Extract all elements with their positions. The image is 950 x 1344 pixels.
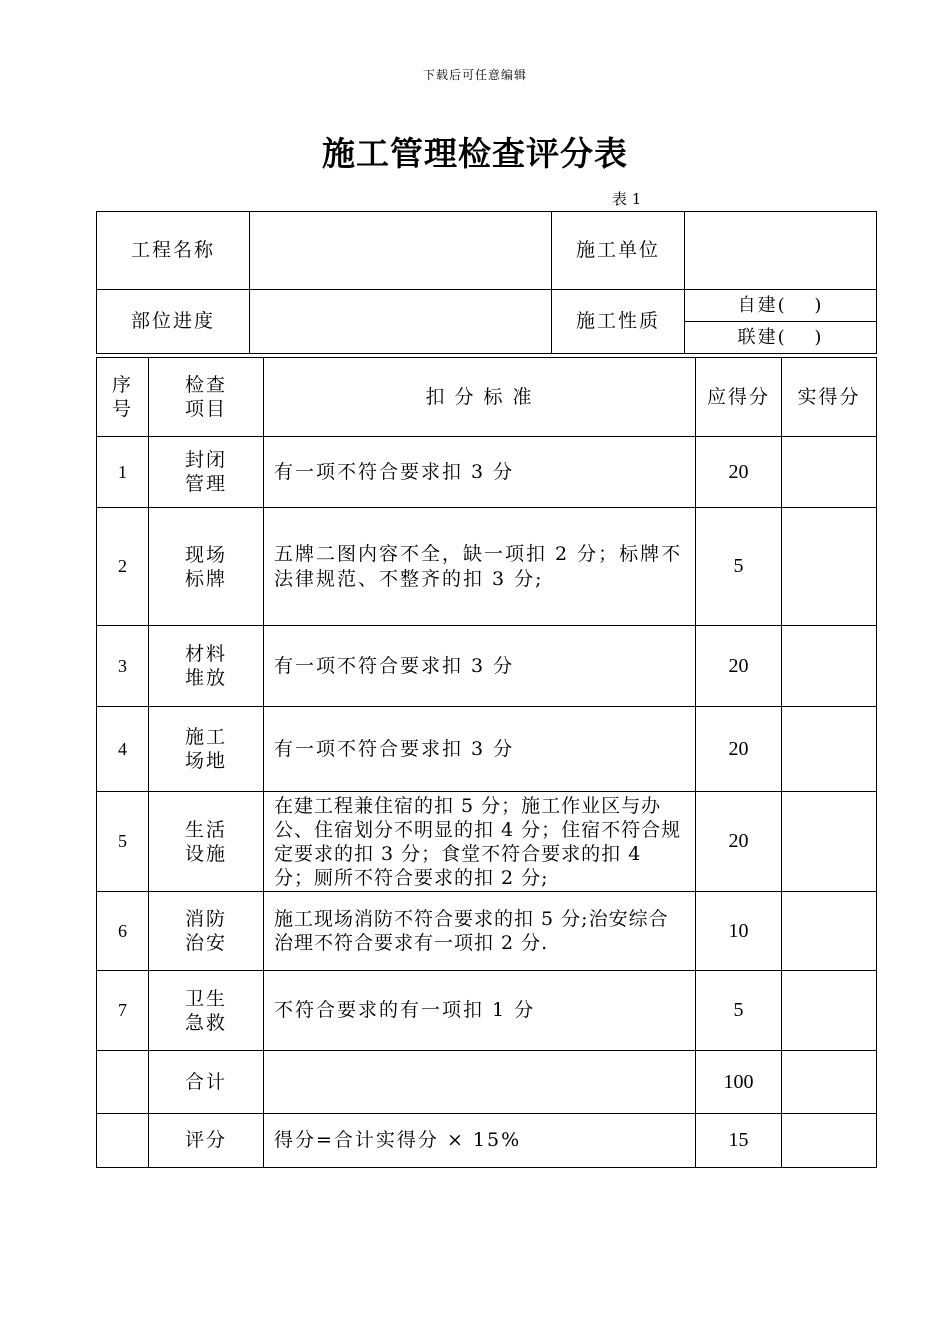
rating-label: 评分	[149, 1114, 264, 1168]
row-item-line1: 材料	[184, 643, 227, 665]
col-header-expected: 应得分	[696, 358, 782, 437]
rating-actual-score-field[interactable]	[782, 1114, 877, 1168]
construction-nature-label: 施工性质	[552, 290, 685, 354]
contractor-label: 施工单位	[552, 212, 685, 290]
row-seq: 2	[97, 508, 149, 626]
row-actual-score-field[interactable]	[782, 792, 877, 892]
nature-option-joint-built[interactable]: 联建( )	[685, 322, 877, 354]
table-row	[97, 792, 877, 892]
row-item-line2: 管理	[184, 473, 227, 495]
row-standard: 在建工程兼住宿的扣 5 分；施工作业区与办公、住宿划分不明显的扣 4 分；住宿不符合规定要求的扣 3 分；食堂不符合要求的扣 4 分；厕所不符合要求的扣 2 分;	[264, 792, 696, 892]
rating-row	[97, 1114, 877, 1168]
row-item-line2: 堆放	[184, 667, 227, 689]
row-expected-score: 20	[696, 792, 782, 892]
row-item	[149, 508, 264, 626]
table-row	[97, 892, 877, 971]
row-item-line1: 消防	[184, 908, 227, 930]
progress-label: 部位进度	[97, 290, 250, 354]
row-standard: 不符合要求的有一项扣 1 分	[264, 971, 696, 1051]
row-actual-score-field[interactable]	[782, 437, 877, 508]
row-item-line1: 现场	[184, 543, 227, 566]
row-actual-score-field[interactable]	[782, 707, 877, 792]
total-seq	[97, 1051, 149, 1114]
row-seq: 7	[97, 971, 149, 1051]
row-standard: 五牌二图内容不全，缺一项扣 2 分；标牌不法律规范、不整齐的扣 3 分;	[264, 508, 696, 626]
row-standard: 施工现场消防不符合要求的扣 5 分;治安综合治理不符合要求有一项扣 2 分.	[264, 892, 696, 971]
col-header-seq	[97, 358, 149, 437]
row-item	[149, 792, 264, 892]
contractor-field[interactable]	[685, 212, 877, 290]
row-seq: 1	[97, 437, 149, 508]
row-item-line2: 标牌	[184, 567, 227, 590]
col-header-item-line2: 项目	[184, 398, 227, 420]
row-expected-score: 20	[696, 437, 782, 508]
table-row	[97, 707, 877, 792]
col-header-seq-line2: 号	[111, 398, 133, 420]
row-actual-score-field[interactable]	[782, 971, 877, 1051]
rating-expected-score: 15	[696, 1114, 782, 1168]
row-item	[149, 892, 264, 971]
info-row-progress	[97, 290, 877, 322]
row-item-line1: 卫生	[184, 987, 227, 1010]
page-header-note: 下载后可任意编辑	[422, 68, 527, 82]
row-seq: 3	[97, 626, 149, 707]
row-actual-score-field[interactable]	[782, 626, 877, 707]
row-expected-score: 10	[696, 892, 782, 971]
project-name-label: 工程名称	[97, 212, 250, 290]
row-item	[149, 437, 264, 508]
row-item	[149, 971, 264, 1051]
col-header-actual: 实得分	[782, 358, 877, 437]
row-expected-score: 20	[696, 626, 782, 707]
row-standard: 有一项不符合要求扣 3 分	[264, 437, 696, 508]
table-row	[97, 508, 877, 626]
table-row	[97, 437, 877, 508]
row-item-line2: 设施	[184, 842, 227, 865]
nature-option-self-built[interactable]: 自建( )	[685, 290, 877, 322]
row-actual-score-field[interactable]	[782, 508, 877, 626]
row-standard: 有一项不符合要求扣 3 分	[264, 626, 696, 707]
row-expected-score: 5	[696, 971, 782, 1051]
project-name-field[interactable]	[250, 212, 552, 290]
progress-field[interactable]	[250, 290, 552, 354]
col-header-seq-line1: 序	[111, 374, 133, 396]
total-label: 合计	[149, 1051, 264, 1114]
table-row	[97, 971, 877, 1051]
row-seq: 5	[97, 792, 149, 892]
col-header-standard: 扣 分 标 准	[264, 358, 696, 437]
row-item-line2: 场地	[184, 750, 227, 772]
row-seq: 4	[97, 707, 149, 792]
row-item-line1: 封闭	[184, 449, 227, 471]
page-title: 施工管理检查评分表	[322, 134, 628, 173]
row-item-line1: 施工	[184, 726, 227, 748]
score-table-header	[97, 358, 877, 437]
row-actual-score-field[interactable]	[782, 892, 877, 971]
total-row	[97, 1051, 877, 1114]
row-item	[149, 626, 264, 707]
table-number: 表 1	[612, 190, 642, 208]
table-row	[97, 626, 877, 707]
total-actual-score-field[interactable]	[782, 1051, 877, 1114]
total-expected-score: 100	[696, 1051, 782, 1114]
row-item	[149, 707, 264, 792]
row-seq: 6	[97, 892, 149, 971]
row-item-line1: 生活	[184, 818, 227, 841]
total-standard	[264, 1051, 696, 1114]
row-item-line2: 急救	[184, 1011, 227, 1034]
rating-formula: 得分=合计实得分 × 15%	[264, 1114, 696, 1168]
rating-seq	[97, 1114, 149, 1168]
score-table	[96, 357, 877, 1168]
row-item-line2: 治安	[184, 932, 227, 954]
row-expected-score: 20	[696, 707, 782, 792]
info-row-project	[97, 212, 877, 290]
project-info-table	[96, 211, 877, 354]
row-expected-score: 5	[696, 508, 782, 626]
row-standard: 有一项不符合要求扣 3 分	[264, 707, 696, 792]
col-header-item	[149, 358, 264, 437]
col-header-item-line1: 检查	[184, 374, 227, 396]
